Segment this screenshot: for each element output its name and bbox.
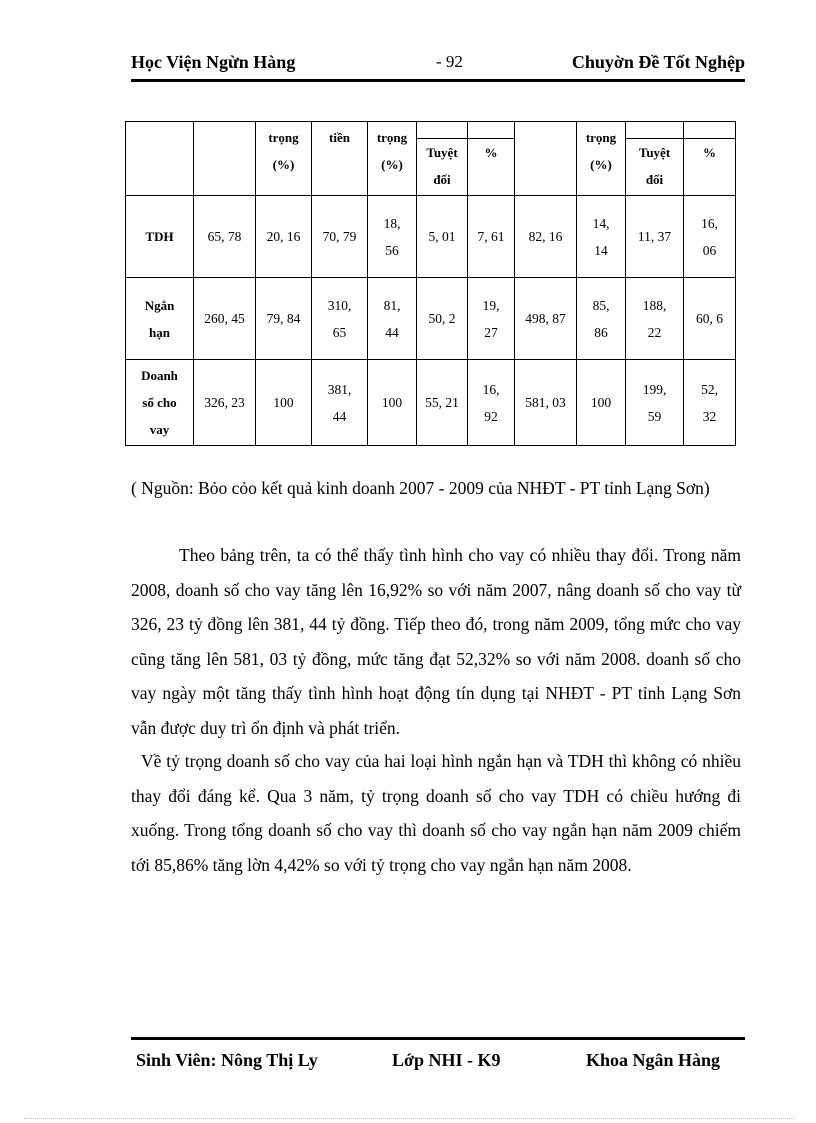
table-cell: 100 <box>368 360 417 446</box>
table-cell <box>626 360 684 446</box>
header-cell <box>577 122 626 196</box>
table-cell: 7, 61 <box>468 196 515 278</box>
cell-line: 16, <box>482 381 500 397</box>
table-cell <box>312 360 368 446</box>
table-cell <box>684 360 736 446</box>
table-cell: 50, 2 <box>417 278 468 360</box>
table-cell: 100 <box>577 360 626 446</box>
loan-data-table <box>125 121 736 446</box>
table-cell: 11, 37 <box>626 196 684 278</box>
table-cell: 498, 87 <box>515 278 577 360</box>
footer-rule <box>131 1037 745 1040</box>
cell-line: 18, <box>383 215 401 231</box>
table-cell: 82, 16 <box>515 196 577 278</box>
table-cell <box>684 196 736 278</box>
table-cell <box>368 278 417 360</box>
table-row <box>126 360 736 446</box>
cell-line: 199, <box>642 381 667 397</box>
cell-line: 81, <box>383 297 401 313</box>
header-cell <box>194 122 256 196</box>
cell-line: 06 <box>702 242 717 258</box>
table-header-row <box>126 122 736 196</box>
header-text: đối <box>645 172 664 187</box>
cell-line: 14 <box>594 242 608 258</box>
header-text: Tuyệt <box>426 145 458 160</box>
header-text: đối <box>433 172 451 187</box>
table-row <box>126 196 736 278</box>
header-text: % <box>484 145 498 160</box>
footer-faculty: Khoa Ngân Hàng <box>585 1050 720 1070</box>
cell-line: 381, <box>327 381 352 397</box>
table-cell <box>577 196 626 278</box>
paragraph-2 <box>131 744 741 882</box>
footer-student: Sinh Viên: Nông Thị Ly <box>136 1050 318 1070</box>
table-cell: 79, 84 <box>256 278 312 360</box>
cell-line: 56 <box>385 242 399 258</box>
cell-line: 16, <box>701 215 718 231</box>
header-cell <box>468 122 515 196</box>
source-note-text: ( Nguồn: Bỏo cỏo kết quả kinh doanh 2007 - 2009 của NHĐT - PT tỉnh Lạng Sơn) <box>131 478 710 498</box>
row-label <box>126 278 194 360</box>
table-cell <box>577 278 626 360</box>
table-cell: 65, 78 <box>194 196 256 278</box>
header-text: (%) <box>272 157 295 172</box>
table-cell <box>626 278 684 360</box>
table-cell <box>468 278 515 360</box>
cell-line: 310, <box>327 297 352 313</box>
table-cell <box>368 196 417 278</box>
header-document-type: Chuyờn Đề Tốt Nghệp <box>571 52 745 72</box>
cell-line: vay <box>149 422 170 437</box>
cell-line: 32 <box>702 408 717 424</box>
table-cell: 70, 79 <box>312 196 368 278</box>
paragraph-2-text: Về tỷ trọng doanh số cho vay của hai loại hình ngắn hạn và TDH thì không có nhiều thay đổi đáng kể. Qua 3 năm, tỷ trọng doanh số cho vay TDH có chiều hướng đi xuống. Trong tổng doanh số cho vay thì doanh số cho vay ngắn hạn năm 2009 chiếm tới 85,86% tăng lờn 4,42% so với tỷ trọng cho vay ngắn hạn năm 2008. <box>131 751 741 875</box>
table-cell: 60, 6 <box>684 278 736 360</box>
paragraph-1-text: Theo bảng trên, ta có thể thấy tình hình cho vay có nhiều thay đổi. Trong năm 2008, doanh số cho vay tăng lên 16,92% so với năm 2007, nâng doanh số cho vay từ 326, 23 tỷ đồng lên 381, 44 tỷ đồng. Tiếp theo đó, trong năm 2009, tổng mức cho vay cũng tăng lên 581, 03 tỷ đồng, mức tăng đạt 52,32% so với năm 2008. doanh số cho vay ngày một tăng thấy tình hình hoạt động tín dụng tại NHĐT - PT tỉnh Lạng Sơn vẫn được duy trì ổn định và phát triển. <box>131 545 741 738</box>
source-note <box>131 471 741 506</box>
cell-line: số cho <box>142 395 177 410</box>
cell-line: 44 <box>332 408 347 424</box>
cell-line: Ngắn <box>144 297 175 313</box>
header-text: trọng <box>585 130 617 145</box>
header-cell <box>684 122 736 196</box>
header-cell <box>256 122 312 196</box>
cell-line: 86 <box>594 324 608 340</box>
row-label: TDH <box>126 196 194 278</box>
cell-line: 85, <box>592 297 610 313</box>
cell-line: 59 <box>647 408 662 424</box>
page-footer <box>136 1050 726 1076</box>
cell-line: 14, <box>592 215 610 231</box>
table-cell: 100 <box>256 360 312 446</box>
paragraph-1 <box>131 538 741 745</box>
cell-line: 92 <box>484 408 498 424</box>
header-institution: Học Viện Ngừn Hàng <box>131 52 296 72</box>
table-row <box>126 278 736 360</box>
cell-line: 188, <box>642 297 667 313</box>
header-text: (%) <box>381 157 403 172</box>
header-text: trọng <box>268 130 299 145</box>
header-text: Tuyệt <box>638 145 671 160</box>
cell-line: 22 <box>647 324 662 340</box>
table-cell <box>312 278 368 360</box>
table-cell: 260, 45 <box>194 278 256 360</box>
table-cell: 20, 16 <box>256 196 312 278</box>
cell-line: 44 <box>385 324 399 340</box>
table-cell: 55, 21 <box>417 360 468 446</box>
header-cell <box>417 122 468 196</box>
header-cell <box>312 122 368 196</box>
footer-class: Lớp NHI - K9 <box>392 1050 501 1070</box>
cell-line: hạn <box>149 324 170 340</box>
cell-line: 27 <box>484 324 498 340</box>
header-text: (%) <box>590 157 612 172</box>
header-text: % <box>703 145 716 160</box>
table-cell: 5, 01 <box>417 196 468 278</box>
cell-line: Doanh <box>141 368 178 383</box>
cell-line: 52, <box>701 381 718 397</box>
row-label <box>126 360 194 446</box>
table-cell: 326, 23 <box>194 360 256 446</box>
header-text: tiền <box>329 130 350 145</box>
header-cell <box>126 122 194 196</box>
table-cell: 581, 03 <box>515 360 577 446</box>
table-cell <box>468 360 515 446</box>
header-cell <box>515 122 577 196</box>
header-cell <box>626 122 684 196</box>
cell-line: 19, <box>482 297 500 313</box>
page-bottom-border <box>24 1118 794 1119</box>
page-number: - 92 <box>436 52 463 71</box>
header-text: trọng <box>376 130 408 145</box>
cell-line: 65 <box>332 324 347 340</box>
page-header <box>131 52 745 78</box>
header-cell <box>368 122 417 196</box>
header-rule <box>131 79 745 82</box>
